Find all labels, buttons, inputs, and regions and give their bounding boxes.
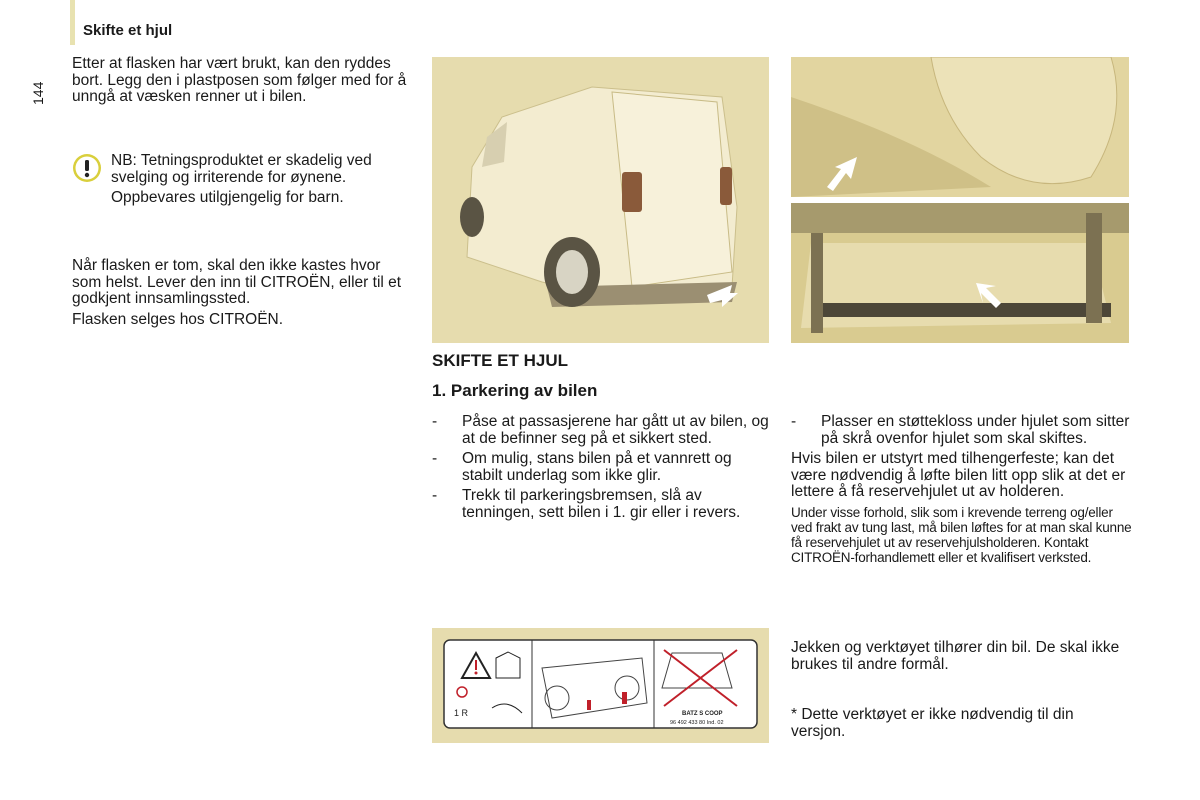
list-item: - Plasser en støttekloss under hjulet som sitter på skrå ovenfor hjulet som skal skiftes.: [791, 413, 1130, 447]
left-paragraph-1: [72, 56, 412, 106]
spare-wheel-holder-image: [791, 203, 1129, 343]
empty-bottle-text: Når flasken er tom, skal den ikke kastes hvor som helst. Lever den inn til CITROËN, eller til et godkjent innsamlingssted.: [72, 257, 402, 307]
list-item: - Om mulig, stans bilen på et vannrett og stabilt underlag som ikke glir.: [432, 450, 732, 484]
parking-steps-list: [432, 414, 772, 525]
list-item-text: Plasser en støttekloss under hjulet som sitter på skrå ovenfor hjulet som skal skiftes.: [821, 413, 1130, 447]
tow-hitch-text: Hvis bilen er utstyrt med tilhengerfeste; kan det være nødvendig å løfte bilen litt opp slik at det er lettere å få reservehjulet ut av holderen.: [791, 450, 1126, 500]
list-item: - Trekk til parkeringsbremsen, slå av tenningen, sett bilen i 1. gir eller i revers.: [432, 487, 741, 521]
spare-wheel-location-image: [791, 57, 1129, 197]
page-number: 144: [30, 81, 46, 105]
warning-children-text: Oppbevares utilgjengelig for barn.: [111, 189, 344, 206]
special-conditions-text: Under visse forhold, slik som i krevende terreng og/eller ved frakt av tung last, må bilen løftes for at man skal kunne få reservehjulet ut av reservehjulsholderen. Kontakt CITROËN-forhandlemett eller et kvalifisert verksted.: [791, 504, 1132, 565]
footnote-text: [791, 707, 1126, 740]
label-brand-text: BATZ S COOP: [682, 711, 723, 717]
warning-block: [111, 153, 411, 207]
list-item-text: Om mulig, stans bilen på et vannrett og stabilt underlag som ikke glir.: [462, 450, 732, 484]
bottle-disposal-text: Etter at flasken har vært brukt, kan den ryddes bort. Legg den i plastposen som følger med for å unngå at væsken renner ut i bilen.: [72, 55, 407, 105]
list-item: - Påse at passasjerene har gått ut av bilen, og at de befinner seg på et sikkert sted.: [432, 413, 769, 447]
bottle-sold-text: Flasken selges hos CITROËN.: [72, 310, 284, 328]
list-item-text: Påse at passasjerene har gått ut av bilen, og at de befinner seg på et sikkert sted.: [462, 413, 769, 447]
svg-text:1 R: 1 R: [454, 708, 469, 718]
tool-footnote: * Dette verktøyet er ikke nødvendig til din versjon.: [791, 706, 1074, 740]
subsection-heading: 1. Parkering av bilen: [432, 381, 598, 400]
list-item-text: Trekk til parkeringsbremsen, slå av tenningen, sett bilen i 1. gir eller i revers.: [462, 487, 741, 521]
warning-label-image: [432, 628, 769, 743]
warning-text: NB: Tetningsproduktet er skadelig ved svelging og irriterende for øynene.: [111, 152, 372, 186]
jack-tools-text: [791, 640, 1136, 673]
label-ref-text: 96 492 433 80 Ind. 02: [670, 720, 724, 726]
header-accent-bar: [70, 0, 75, 45]
van-rear-image: [432, 57, 769, 343]
left-paragraph-2: [72, 258, 402, 328]
section-title: Skifte et hjul: [83, 22, 173, 39]
warning-exclamation-icon: [72, 153, 102, 183]
right-column-text: [791, 414, 1136, 565]
section-heading: SKIFTE ET HJUL: [432, 351, 569, 370]
jack-usage-text: Jekken og verktøyet tilhører din bil. De skal ikke brukes til andre formål.: [791, 639, 1120, 673]
